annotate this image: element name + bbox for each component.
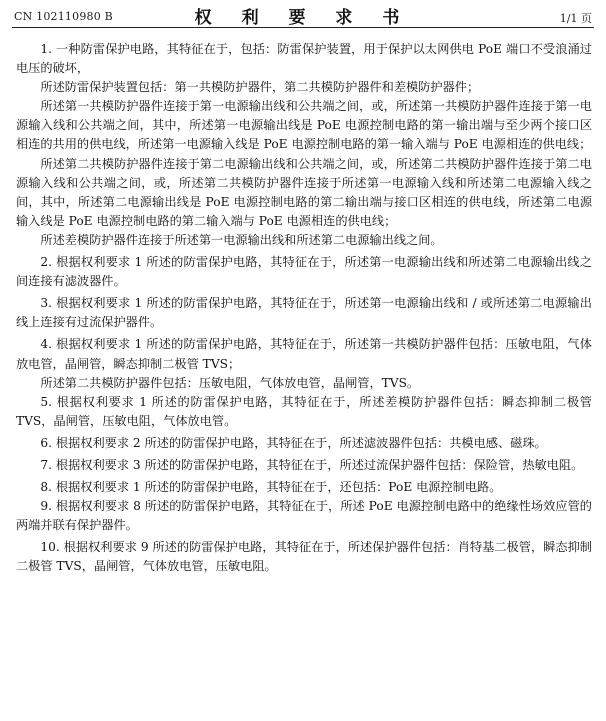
claim-paragraph: 2. 根据权利要求 1 所述的防雷保护电路，其特征在于，所述第一电源输出线和所述第二电源输出线之间连接有滤波器件。 — [16, 255, 592, 289]
claim-paragraph: 4. 根据权利要求 1 所述的防雷保护电路，其特征在于，所述第一共模防护器件包括：压敏电阻，气体放电管，晶闸管，瞬态抑制二极管 TVS； — [16, 337, 592, 371]
claim-paragraph: 所述防雷保护装置包括：第一共模防护器件，第二共模防护器件和差模防护器件； — [40, 80, 480, 95]
claim-paragraph: 1. 一种防雷保护电路，其特征在于，包括：防雷保护装置，用于保护以太网供电 PoE 端口不受浪涌过电压的破坏， — [16, 42, 592, 76]
claim-paragraph: 所述第二共模防护器件连接于第二电源输出线和公共端之间，或，所述第二共模防护器件连接于第二电源输入线和公共端之间，或，所述第二共模防护器件连接于所述第一电源输入线和所述第二电源输入线之间，其中，所述第二电源输出线是 PoE 电源控制电路的第二输出端与接口区相连的供电线，所述第二电源输入线是 PoE 电源控制电路的第二输入端与 PoE 电源相连的供电线； — [16, 156, 592, 228]
claim-paragraph: 3. 根据权利要求 1 所述的防雷保护电路，其特征在于，所述第一电源输出线和 / 或所述第二电源输出线上连接有过流保护器件。 — [16, 296, 592, 330]
claim-paragraph: 8. 根据权利要求 1 所述的防雷保护电路，其特征在于，还包括：PoE 电源控制电路。 — [40, 480, 502, 495]
page-title: 权 利 要 求 书 — [194, 8, 412, 28]
claim-paragraph: 5. 根据权利要求 1 所述的防雷保护电路，其特征在于，所述差模防护器件包括：瞬态抑制二极管 TVS，晶闸管，压敏电阻，气体放电管。 — [16, 394, 592, 428]
claim-paragraph: 所述第一共模防护器件连接于第一电源输出线和公共端之间，或，所述第一共模防护器件连接于第一电源输入线和公共端之间，其中，所述第一电源输出线是 PoE 电源控制电路的第一输出端与至少两个接口区相连的共用的供电线，所述第一电源输入线是 PoE 电源控制电路的第一输入端与 PoE 电源相连的供电线； — [16, 99, 592, 152]
patent-number: CN 102110980 B — [14, 10, 113, 23]
claims-body — [16, 40, 592, 577]
claim-paragraph: 6. 根据权利要求 2 所述的防雷保护电路，其特征在于，所述滤波器件包括：共模电感、磁珠。 — [40, 435, 547, 450]
claim-paragraph: 10. 根据权利要求 9 所述的防雷保护电路，其特征在于，所述保护器件包括：肖特基二极管，瞬态抑制二极管 TVS，晶闸管，气体放电管，压敏电阻。 — [16, 540, 592, 574]
header-divider — [12, 27, 594, 28]
claim-paragraph: 7. 根据权利要求 3 所述的防雷保护电路，其特征在于，所述过流保护器件包括：保险管，热敏电阻。 — [40, 457, 584, 472]
claim-paragraph: 所述第二共模防护器件包括：压敏电阻，气体放电管，晶闸管，TVS。 — [40, 375, 420, 390]
claim-paragraph: 9. 根据权利要求 8 所述的防雷保护电路，其特征在于，所述 PoE 电源控制电路中的绝缘性场效应管的两端并联有保护器件。 — [16, 499, 592, 533]
claim-paragraph: 所述差模防护器件连接于所述第一电源输出线和所述第二电源输出线之间。 — [40, 232, 443, 247]
page-number: 1/1 页 — [559, 12, 592, 25]
